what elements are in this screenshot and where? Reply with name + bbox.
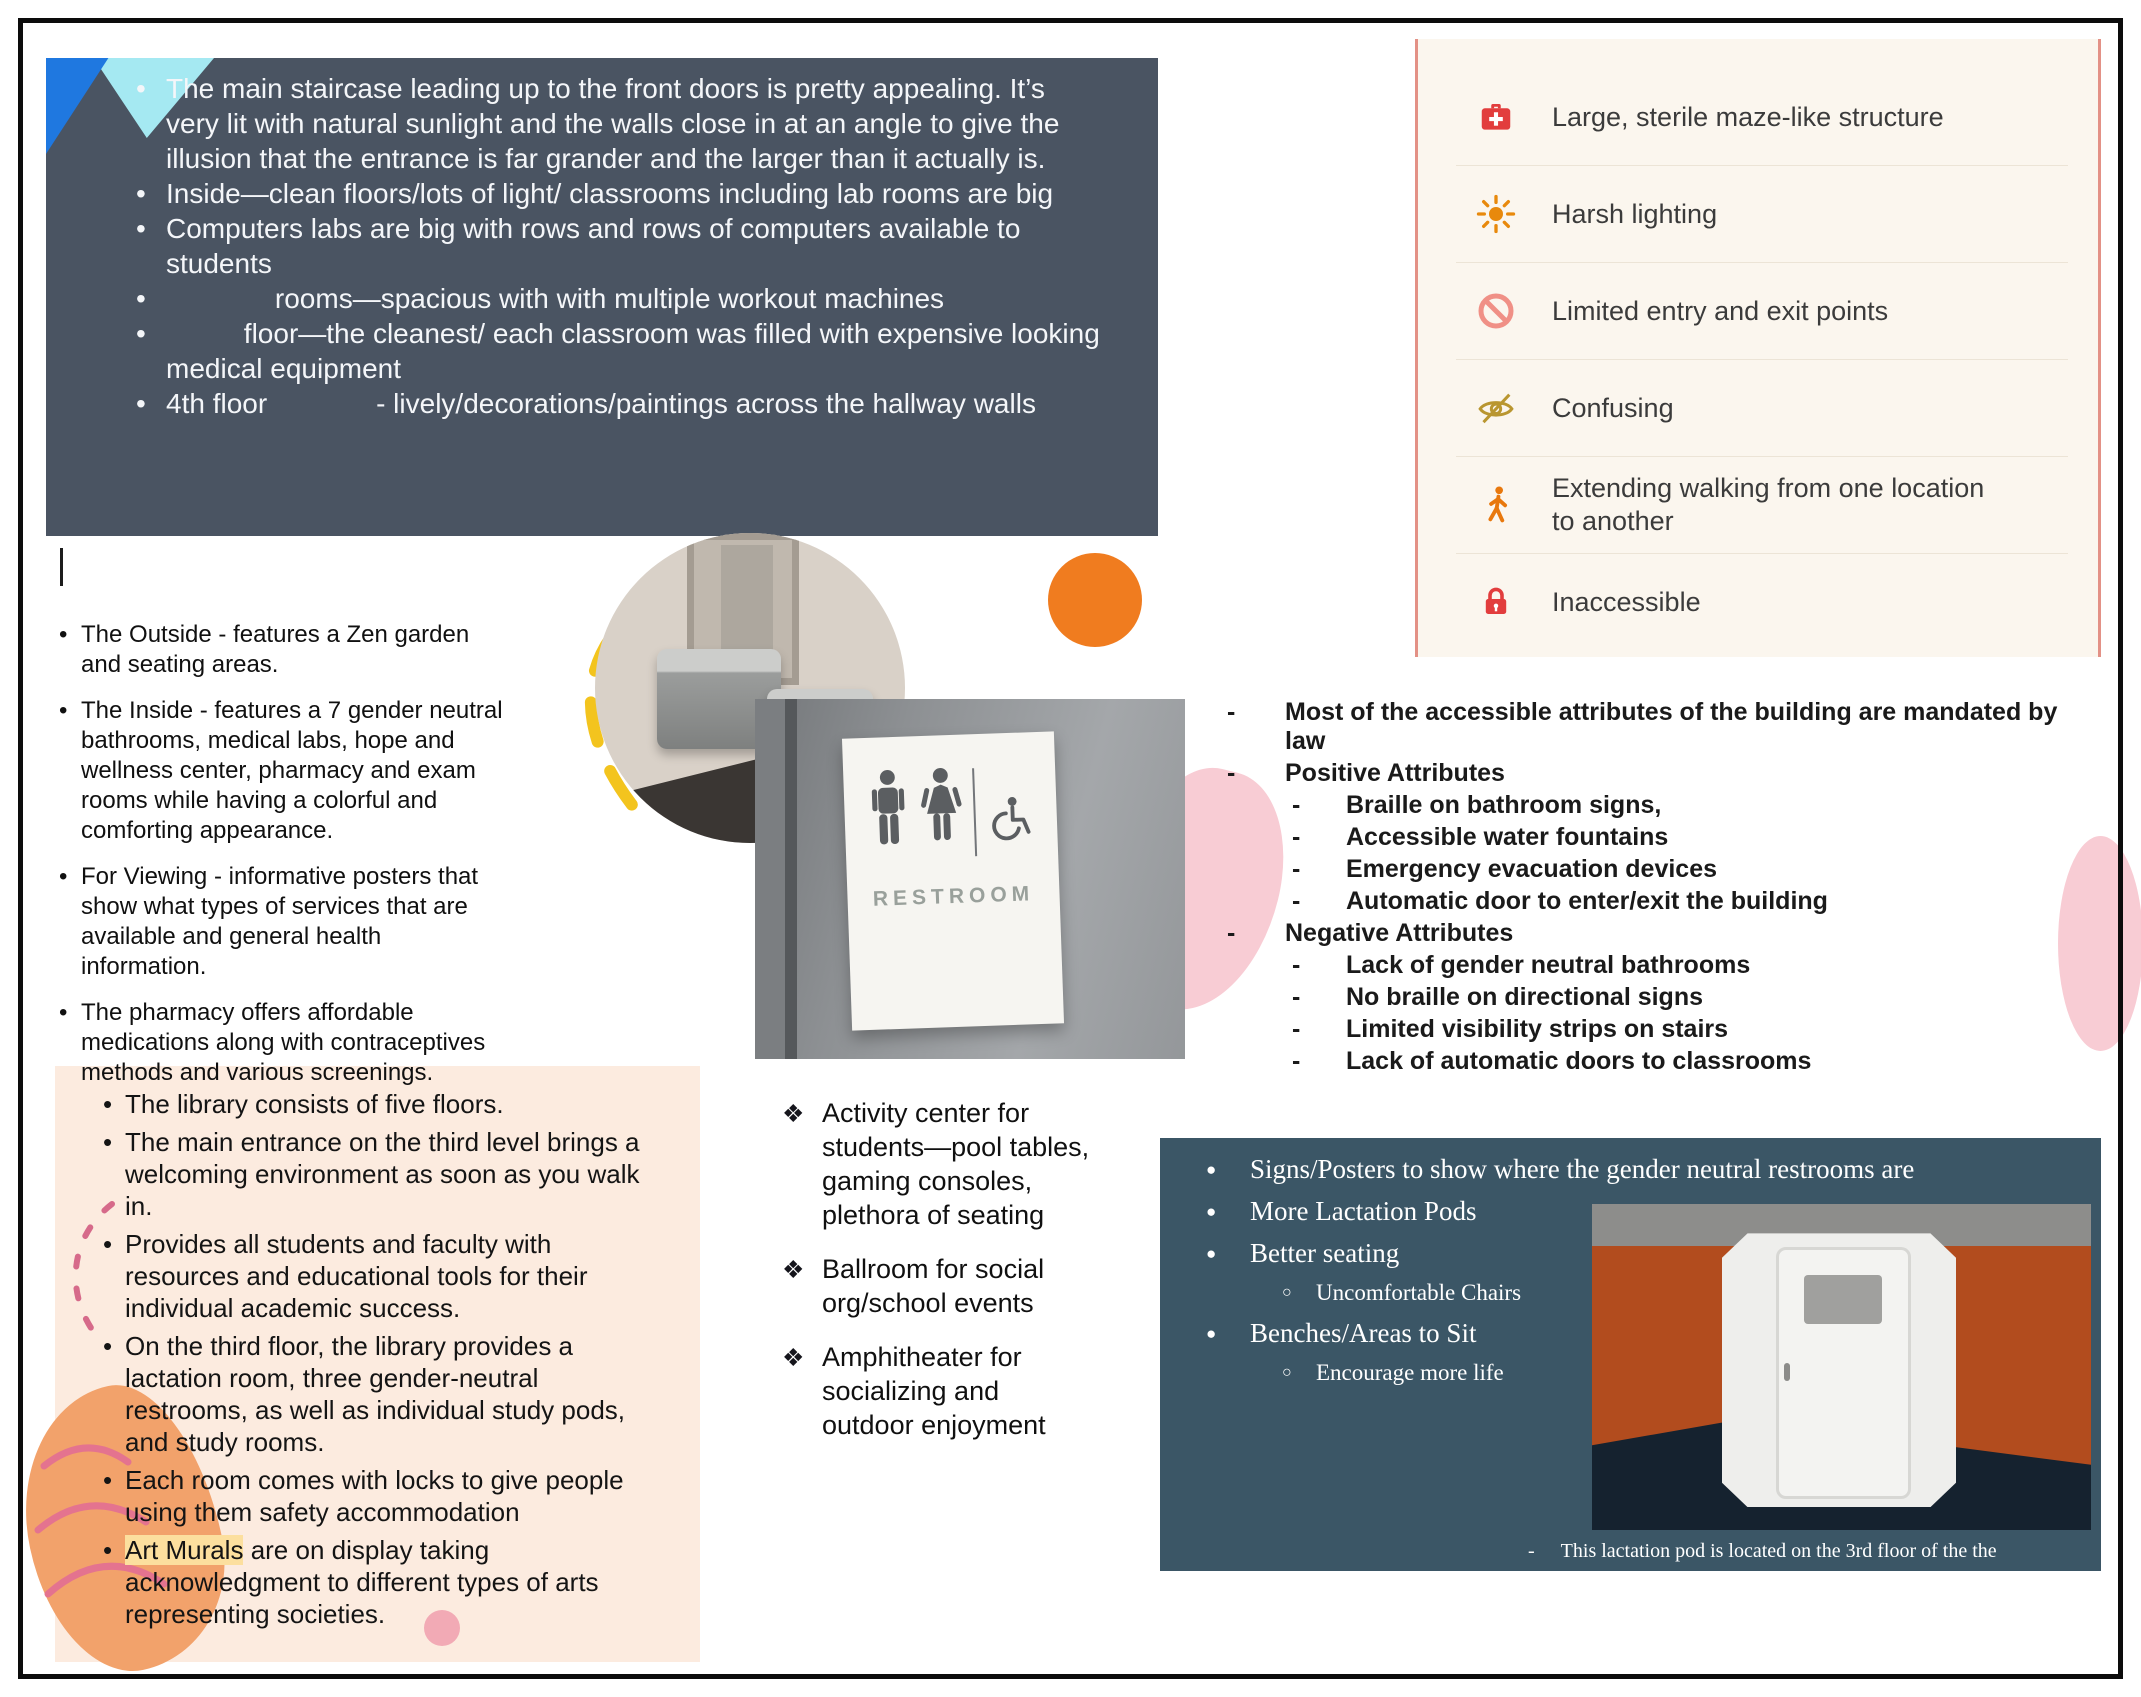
no-entry-icon [1472,287,1520,335]
problem-label: Extending walking from one location to another [1552,473,1985,536]
list-item [130,176,1105,211]
list-item [101,1126,661,1222]
eye-slash-icon [1472,384,1520,432]
pod-door-window [1804,1275,1881,1324]
list-item-text: Accessible water fountains [1346,823,1669,851]
restroom-sign-figures [843,763,1058,862]
list-item-text: 4th floor - lively/decorations/paintings across the hallway walls [166,388,1036,419]
list-item [57,620,509,680]
list-item [1225,698,2087,756]
problem-label: Large, sterile maze-like structure [1552,101,1944,132]
sign-divider-line [972,768,977,856]
list-item [101,1330,661,1458]
list-item-text: Each room comes with locks to give people using them safety accommodation [125,1465,624,1527]
list-item-text: The main staircase leading up to the front doors is pretty appealing. It’s very lit with natural sunlight and the walls close in at an angle to give the illusion that the entrance is far grander and the larger than it actually is. [166,73,1060,174]
man-icon [866,769,911,862]
list-item [1456,69,2068,166]
list-item-text: rooms—spacious with with multiple workout machines [166,283,945,314]
list-item-text: Limited visibility strips on stairs [1346,1015,1729,1043]
list-item-text: On the third floor, the library provides a lactation room, three gender-neutral restrooms, as well as individual study pods, and study rooms. [125,1331,626,1457]
list-item [130,386,1105,421]
list-item [1225,951,2087,980]
list-item-text: are on display taking acknowledgment to different types of arts representing societies. [125,1535,599,1629]
library-notes-list [101,1088,661,1636]
list-item [1456,554,2068,650]
list-item-text: The main entrance on the third level brings a welcoming environment as soon as you walk in. [125,1127,640,1221]
woman-icon [917,767,966,861]
list-item [1225,855,2087,884]
building-problems-panel [1415,39,2101,657]
campus-amenities-list [782,1096,1094,1462]
list-item [101,1228,661,1324]
lactation-pod [1722,1233,1957,1507]
list-item-text: The pharmacy offers affordable medications along with contraceptives methods and various screenings. [81,999,486,1086]
restroom-sign-label: RESTROOM [872,882,1035,911]
sun-icon [1472,190,1520,238]
pod-photo-caption [1528,1540,2094,1563]
list-item-text: Ballroom for social org/school events [822,1254,1045,1318]
fountain-panel [721,545,773,655]
problem-label: Confusing [1552,392,1674,423]
list-item [57,998,509,1088]
list-item [1225,1015,2087,1044]
problems-row-list [1456,69,2068,650]
caption-text: This lactation pod is located on the 3rd floor of the the [1560,1540,1997,1562]
list-item-text: For Viewing - informative posters that show what types of services that are available and general health information. [81,863,479,980]
problem-label: Inaccessible [1552,586,1701,617]
list-item [1225,759,2087,788]
list-item-text: Better seating [1250,1238,1400,1268]
building-interior-notes-panel [46,58,1158,536]
restroom-sign-photo [755,699,1185,1059]
list-item-text: More Lactation Pods [1250,1196,1477,1226]
list-item-text: Positive Attributes [1285,759,1505,787]
list-item [1225,983,2087,1012]
list-item [1225,919,2087,948]
list-item-text: Computers labs are big with rows and rows of computers available to students [166,213,1021,279]
list-item-text: Signs/Posters to show where the gender neutral restrooms are [1250,1154,1915,1184]
list-item [782,1096,1094,1232]
walking-person-icon [1472,481,1520,529]
list-item-text: Lack of gender neutral bathrooms [1346,951,1751,979]
list-item-text: Encourage more life [1316,1360,1504,1385]
list-item-text: Amphitheater for socializing and outdoor enjoyment [822,1342,1046,1440]
problem-label: Limited entry and exit points [1552,295,1889,326]
list-item [130,281,1105,316]
lactation-pod-photo [1592,1204,2091,1530]
list-item-text: Inside—clean floors/lots of light/ classrooms including lab rooms are big [166,178,1054,209]
restroom-sign [842,731,1064,1030]
interior-notes-list [130,71,1105,421]
pod-door-handle [1784,1363,1790,1381]
improvements-panel [1160,1138,2101,1571]
accessibility-attributes-list [1225,698,2087,1079]
list-item [1456,457,2068,554]
health-center-notes-list [57,620,509,1104]
list-item-text: Lack of automatic doors to classrooms [1346,1047,1812,1075]
list-item [57,862,509,982]
list-item [1225,1047,2087,1076]
list-item [1225,823,2087,852]
caption-dash: - [1528,1540,1535,1562]
list-item-text: The Outside - features a Zen garden and seating areas. [81,621,470,678]
list-item-text: Uncomfortable Chairs [1316,1280,1522,1305]
list-item [130,211,1105,281]
list-item [1194,1148,2084,1190]
first-aid-kit-icon [1472,93,1520,141]
list-item [101,1088,661,1120]
door-edge [755,699,785,1059]
list-item-text: floor—the cleanest/ each classroom was filled with expensive looking medical equipment [166,318,1100,384]
list-item [1456,166,2068,263]
list-item [1225,887,2087,916]
highlighted-text: Art Murals [125,1535,244,1565]
list-item-text: The Inside - features a 7 gender neutral bathrooms, medical labs, hope and wellness center, pharmacy and exam rooms while having a colorful and comforting appearance. [81,697,503,844]
list-item [1456,263,2068,360]
list-item-text: Negative Attributes [1285,919,1514,947]
list-item-text: Activity center for students—pool tables, gaming consoles, plethora of seating [822,1098,1090,1230]
door-frame-line [785,699,797,1059]
problem-label: Harsh lighting [1552,198,1718,229]
list-item-text: No braille on directional signs [1346,983,1704,1011]
list-item [782,1252,1094,1320]
orange-circle-decoration [1048,553,1142,647]
list-item [1456,360,2068,457]
list-item [782,1340,1094,1442]
list-item-text: Most of the accessible attributes of the building are mandated by law [1285,698,2058,755]
list-item-text: Braille on bathroom signs, [1346,791,1662,819]
list-item-text: The library consists of five floors. [125,1089,504,1119]
list-item [130,316,1105,386]
list-item [57,696,509,846]
list-item-text: Benches/Areas to Sit [1250,1318,1477,1348]
list-item [101,1534,661,1630]
list-item-text: Automatic door to enter/exit the building [1346,887,1828,915]
pod-door [1776,1247,1911,1499]
list-item [1225,791,2087,820]
list-item-text: Emergency evacuation devices [1346,855,1718,883]
list-item-text: Provides all students and faculty with resources and educational tools for their individual academic success. [125,1229,588,1323]
wheelchair-icon [984,794,1036,851]
padlock-icon [1472,578,1520,626]
list-item [130,71,1105,176]
text-cursor[interactable] [60,548,63,586]
list-item [101,1464,661,1528]
